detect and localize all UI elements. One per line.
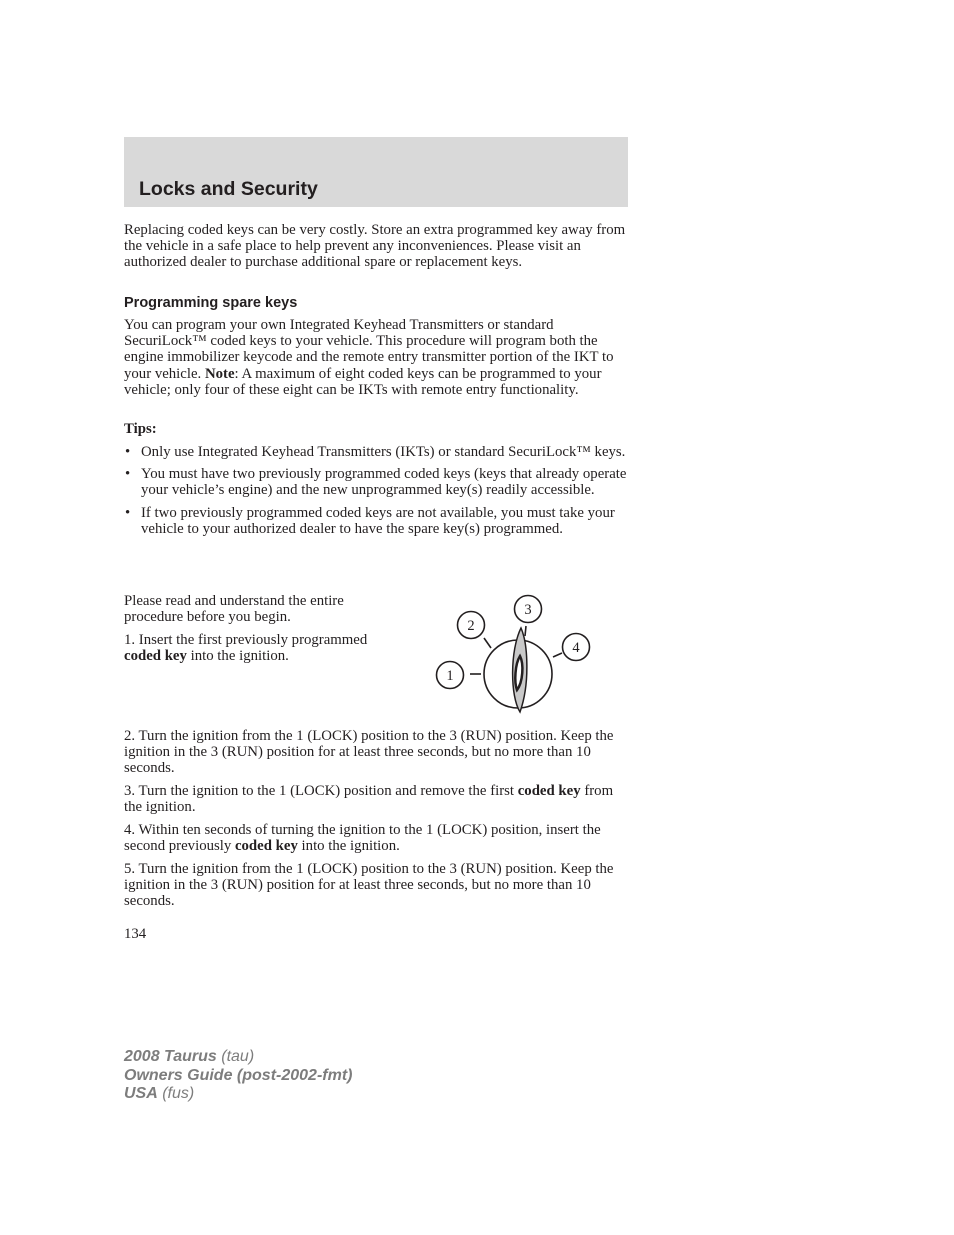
- step4-text-b: into the ignition.: [297, 838, 400, 855]
- intro-paragraph: [124, 222, 630, 271]
- footer-line-1: [124, 1048, 352, 1067]
- section-header-band: [124, 137, 628, 207]
- position-3-label: 3: [524, 602, 532, 618]
- tip-text: Only use Integrated Keyhead Transmitters (IKTs) or standard SecuriLock™ keys.: [141, 444, 626, 460]
- section-title: Locks and Security: [139, 178, 318, 200]
- tips-list-wrap: [124, 444, 630, 543]
- programming-paragraph: [124, 317, 630, 398]
- intro-text: Replacing coded keys can be very costly. Store an extra programmed key away from the vehicle in a safe place to help prevent any inconveniences. Please visit an authorized dealer to purchase additional spare or replacement keys.: [124, 222, 626, 271]
- programming-text-b: : A maximum of eight coded keys can be programmed to your vehicle; only four of these eight can be IKTs with remote entry functionality.: [124, 365, 602, 398]
- footer-line-2: [124, 1067, 352, 1086]
- footer: [124, 1048, 352, 1104]
- step4-text-a: 4. Within ten seconds of turning the ignition to the 1 (LOCK) position, insert the second previously: [124, 822, 601, 855]
- ignition-diagram: [430, 592, 600, 717]
- tip-item: [124, 466, 630, 498]
- footer-market: USA: [124, 1085, 158, 1102]
- programming-heading: Programming spare keys: [124, 295, 298, 311]
- page-number: 134: [124, 926, 147, 942]
- tips-list: [124, 444, 630, 537]
- tips-section: [124, 421, 630, 437]
- note-label: Note: [204, 365, 235, 382]
- step1-text-a: 1. Insert the first previously programmed: [124, 632, 368, 648]
- tick-4: [553, 653, 562, 657]
- read-first-paragraph: [124, 593, 386, 625]
- tip-text: You must have two previously programmed coded keys (keys that already operate your vehicle’s engine) and the new unprogrammed key(s) readily accessible.: [141, 466, 627, 499]
- tip-item: [124, 444, 630, 460]
- tip-item: [124, 505, 630, 537]
- footer-model-code: (tau): [216, 1048, 255, 1065]
- footer-market-code: (fus): [157, 1085, 195, 1102]
- step-5: [124, 861, 630, 910]
- footer-guide: Owners Guide (post-2002-fmt): [124, 1066, 353, 1084]
- position-2-label: 2: [467, 618, 475, 634]
- read-first-text: Please read and understand the entire procedure before you begin.: [124, 593, 344, 626]
- step1-coded-key: coded key: [124, 648, 187, 665]
- tips-label: Tips:: [124, 421, 157, 437]
- tick-2: [484, 638, 491, 648]
- bullet-icon: •: [125, 504, 131, 521]
- step-2: [124, 728, 630, 777]
- footer-model: 2008 Taurus: [124, 1048, 217, 1065]
- footer-line-3: [124, 1085, 352, 1104]
- bullet-icon: •: [125, 466, 131, 483]
- tip-text: If two previously programmed coded keys are not available, you must take your vehicle to your authorized dealer to have the spare key(s) programmed.: [141, 504, 615, 537]
- programming-text-a: You can program your own Integrated Keyhead Transmitters or standard SecuriLock™ coded keys to your vehicle. This procedure will program both the engine immobilizer keycode and the remote entry transmitter portion of the IKT to your vehicle.: [124, 317, 614, 382]
- step2-text: 2. Turn the ignition from the 1 (LOCK) position to the 3 (RUN) position. Keep the ignition in the 3 (RUN) position for at least three seconds, but no more than 10 seconds.: [124, 728, 614, 777]
- bullet-icon: •: [125, 444, 131, 460]
- step4-coded-key: coded key: [234, 838, 298, 855]
- position-1-label: 1: [446, 668, 454, 684]
- programming-section: [124, 295, 630, 312]
- step3-text-b: from the ignition.: [124, 783, 614, 816]
- tick-3: [525, 626, 526, 636]
- step3-coded-key: coded key: [517, 783, 581, 799]
- position-4-label: 4: [572, 640, 580, 656]
- step-1: [124, 632, 386, 664]
- step-3: [124, 783, 630, 815]
- step1-text-b: into the ignition.: [186, 648, 289, 665]
- step5-text: 5. Turn the ignition from the 1 (LOCK) position to the 3 (RUN) position. Keep the ignition in the 3 (RUN) position for at least three seconds, but no more than 10 seconds.: [124, 861, 614, 910]
- step-4: [124, 822, 630, 854]
- step3-text-a: 3. Turn the ignition to the 1 (LOCK) position and remove the first: [124, 783, 518, 799]
